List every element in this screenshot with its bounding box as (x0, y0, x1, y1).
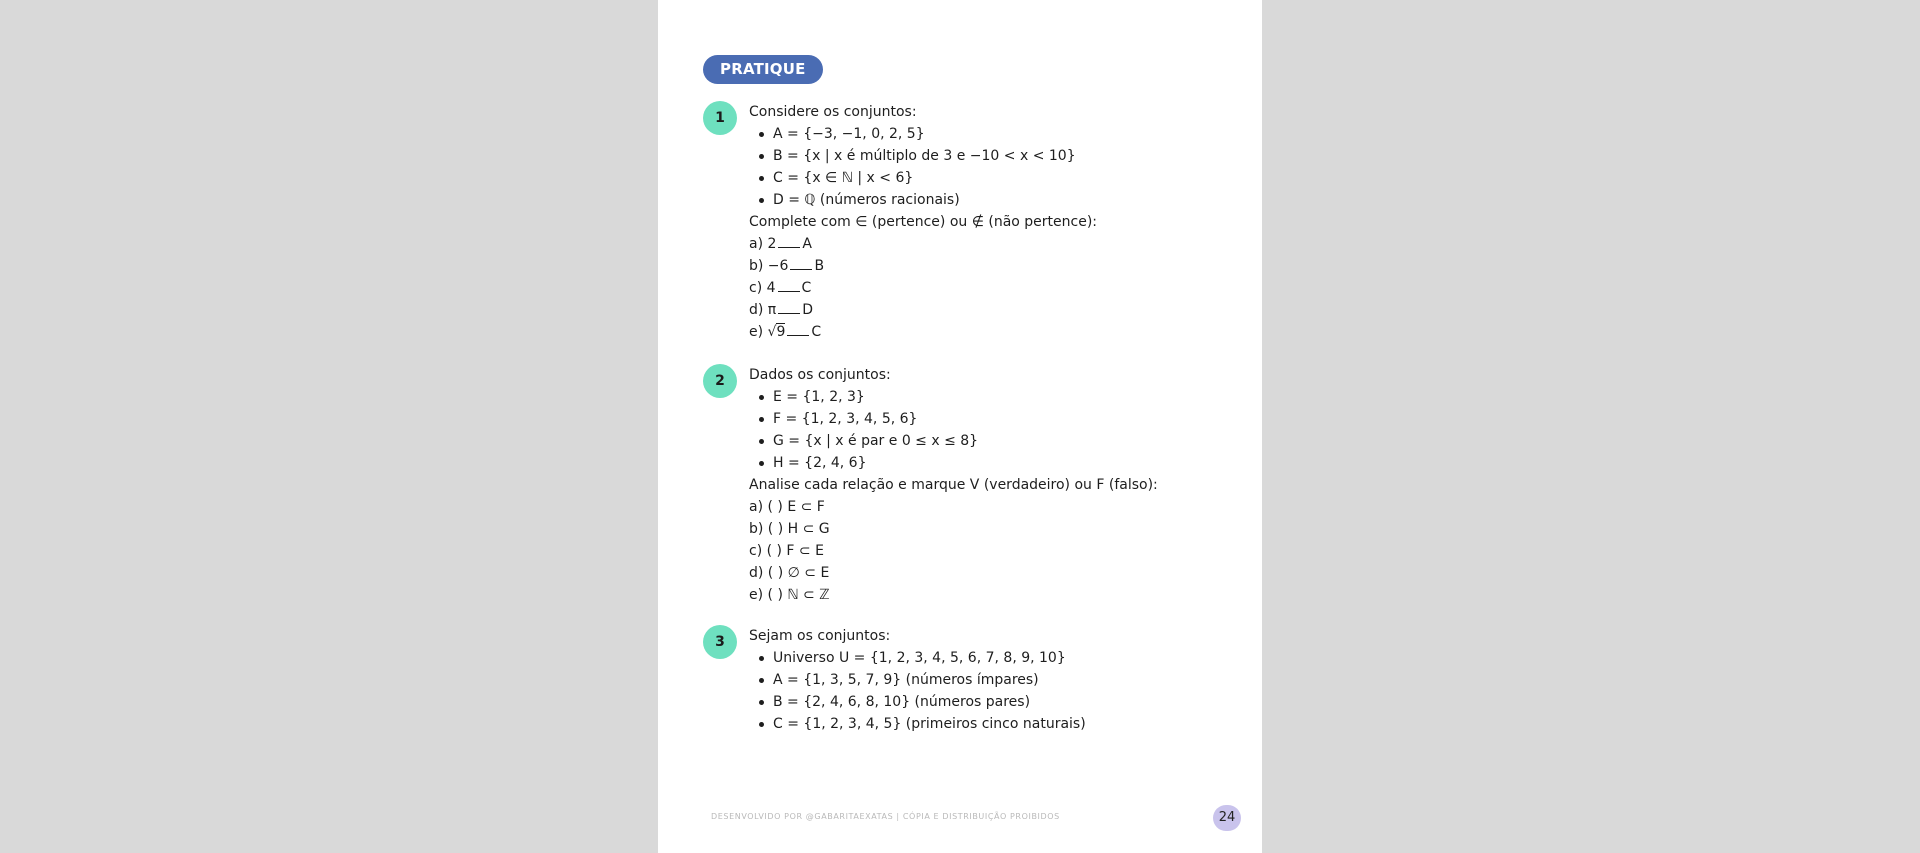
question-instruction: Analise cada relação e marque V (verdadeiro) ou F (falso): (749, 477, 1158, 493)
set-item: E = {1, 2, 3} (749, 386, 1229, 408)
exercise-item (749, 255, 1229, 277)
item-prefix: d) π (749, 302, 777, 318)
root-argument: 9 (776, 324, 786, 340)
square-root (768, 321, 786, 343)
set-item: C = {x ∈ ℕ | x < 6} (749, 167, 1229, 189)
question-intro: Dados os conjuntos: (749, 367, 891, 383)
question-intro: Sejam os conjuntos: (749, 628, 891, 644)
item-suffix: A (802, 236, 812, 252)
answer-blank[interactable] (778, 301, 800, 314)
set-item: B = {2, 4, 6, 8, 10} (números pares) (749, 691, 1229, 713)
question-body (749, 364, 1229, 606)
answer-blank[interactable] (787, 323, 809, 336)
answer-blank[interactable] (790, 257, 812, 270)
section-badge: PRATIQUE (703, 55, 823, 84)
true-false-item[interactable]: b) ( ) H ⊂ G (749, 521, 830, 537)
page-number: 24 (1213, 805, 1241, 831)
document-page (658, 0, 1262, 853)
item-prefix: c) 4 (749, 280, 776, 296)
question-body (749, 625, 1229, 735)
item-suffix: D (802, 302, 814, 318)
root-sign: √ (767, 324, 777, 340)
item-suffix: C (811, 324, 822, 340)
question-number: 3 (703, 625, 737, 659)
set-item: Universo U = {1, 2, 3, 4, 5, 6, 7, 8, 9, 10} (749, 647, 1229, 669)
item-suffix: C (801, 280, 812, 296)
true-false-item[interactable]: a) ( ) E ⊂ F (749, 499, 825, 515)
question-body (749, 101, 1229, 343)
true-false-item[interactable]: c) ( ) F ⊂ E (749, 543, 824, 559)
answer-blank[interactable] (778, 235, 800, 248)
item-suffix: B (814, 258, 825, 274)
item-prefix: e) (749, 324, 768, 340)
question-intro: Considere os conjuntos: (749, 104, 917, 120)
set-item: B = {x | x é múltiplo de 3 e −10 < x < 10} (749, 145, 1229, 167)
exercise-item (749, 277, 1229, 299)
true-false-item[interactable]: d) ( ) ∅ ⊂ E (749, 565, 830, 581)
question-number: 1 (703, 101, 737, 135)
set-item: A = {−3, −1, 0, 2, 5} (749, 123, 1229, 145)
set-item: D = ℚ (números racionais) (749, 189, 1229, 211)
question-instruction: Complete com ∈ (pertence) ou ∉ (não pertence): (749, 214, 1098, 230)
item-prefix: a) 2 (749, 236, 777, 252)
set-item: C = {1, 2, 3, 4, 5} (primeiros cinco naturais) (749, 713, 1229, 735)
true-false-item[interactable]: e) ( ) ℕ ⊂ ℤ (749, 587, 830, 603)
set-item: H = {2, 4, 6} (749, 452, 1229, 474)
exercise-item (749, 321, 1229, 343)
answer-blank[interactable] (778, 279, 800, 292)
set-item: G = {x | x é par e 0 ≤ x ≤ 8} (749, 430, 1229, 452)
item-prefix: b) −6 (749, 258, 789, 274)
set-item: F = {1, 2, 3, 4, 5, 6} (749, 408, 1229, 430)
exercise-item (749, 233, 1229, 255)
exercise-item (749, 299, 1229, 321)
set-item: A = {1, 3, 5, 7, 9} (números ímpares) (749, 669, 1229, 691)
footer-credit: DESENVOLVIDO POR @GABARITAEXATAS | CÓPIA E DISTRIBUIÇÃO PROIBIDOS (711, 812, 1060, 821)
question-number: 2 (703, 364, 737, 398)
